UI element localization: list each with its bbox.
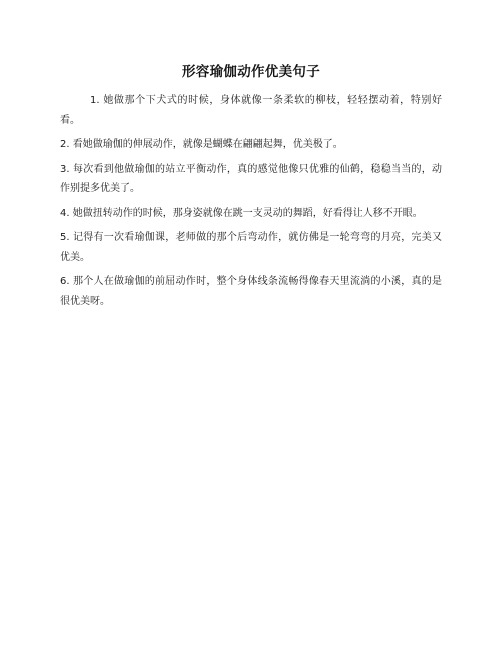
paragraph-6: 6. 那个人在做瑜伽的前屈动作时，整个身体线条流畅得像春天里流淌的小溪，真的是很优美呀。 (60, 276, 442, 307)
paragraph-2: 2. 看她做瑜伽的伸展动作，就像是蝴蝶在翩翩起舞，优美极了。 (60, 139, 343, 150)
document-body (60, 91, 442, 316)
paragraph-4: 4. 她做扭转动作的时候，那身姿就像在跳一支灵动的舞蹈，好看得让人移不开眼。 (60, 207, 423, 219)
paragraph-5: 5. 记得有一次看瑜伽课，老师做的那个后弯动作，就仿佛是一轮弯弯的月亮，完美又优美。 (60, 232, 442, 263)
document-title: 形容瑜伽动作优美句子 (182, 64, 320, 80)
paragraph-3: 3. 每次看到他做瑜伽的站立平衡动作，真的感觉他像只优雅的仙鹤，稳稳当当的，动作别提多优美了。 (60, 163, 442, 194)
paragraph-1: 1. 她做那个下犬式的时候，身体就像一条柔软的柳枝，轻轻摆动着，特别好看。 (60, 95, 442, 126)
